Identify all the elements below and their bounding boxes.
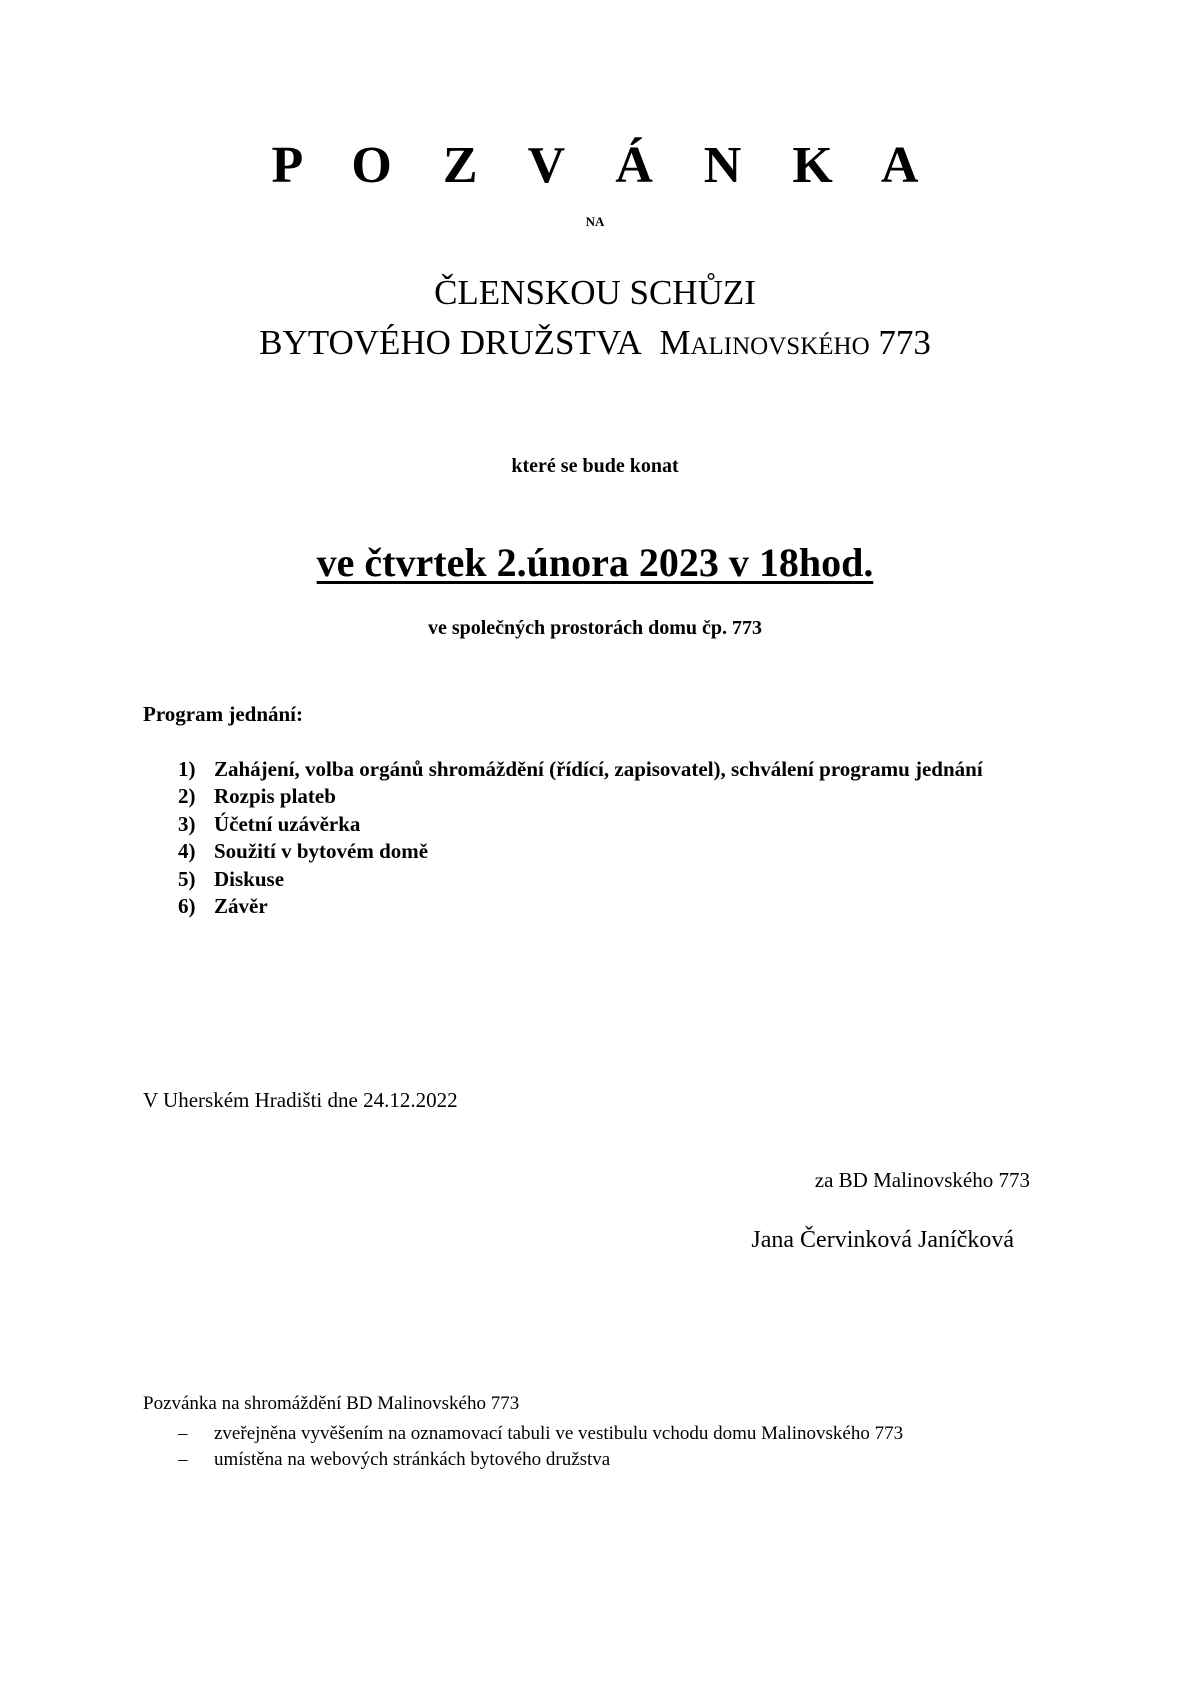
agenda-item-number: 6) — [178, 894, 196, 919]
agenda-item-number: 2) — [178, 784, 196, 809]
agenda-item — [178, 783, 1050, 810]
agenda-item-text: Soužití v bytovém domě — [214, 839, 429, 864]
subtitle-address: Malinovského 773 — [659, 323, 931, 362]
agenda-list — [178, 756, 1050, 920]
publication-note-text: zveřejněna vyvěšením na oznamovací tabuli ve vestibulu vchodu domu Malinovského 773 — [214, 1423, 904, 1444]
publication-note-text: umístěna na webových stránkách bytového družstva — [214, 1449, 611, 1470]
subtitle-line-1: ČLENSKOU SCHŮZI — [434, 273, 756, 312]
agenda-item — [178, 811, 1050, 838]
agenda-item — [178, 838, 1050, 865]
agenda-item — [178, 866, 1050, 893]
publication-note-item — [178, 1421, 903, 1447]
place-and-date: V Uherském Hradišti dne 24.12.2022 — [143, 1088, 458, 1112]
program-heading: Program jednání: — [143, 702, 304, 726]
agenda-item-text: Účetní uzávěrka — [214, 811, 361, 836]
agenda-item-number: 1) — [178, 757, 196, 781]
meeting-place: ve společných prostorách domu čp. 773 — [427, 617, 763, 639]
agenda-item-number: 3) — [178, 811, 196, 836]
signer-name: Jana Červinková Janíčková — [751, 1227, 1014, 1253]
agenda-item — [178, 893, 1050, 920]
title-connector: NA — [585, 214, 605, 229]
publication-note-list — [178, 1421, 903, 1473]
agenda-item-text: Diskuse — [214, 866, 285, 891]
agenda-item-number: 5) — [178, 866, 196, 891]
subtitle-line-2 — [0, 322, 1190, 364]
organization-line: za BD Malinovského 773 — [814, 1168, 1030, 1192]
intro-text: které se bude konat — [511, 455, 679, 477]
dash-bullet: – — [178, 1449, 188, 1470]
agenda-item-text: Rozpis plateb — [214, 784, 336, 809]
agenda-item-text: Závěr — [214, 894, 268, 919]
document-title: P O Z V Á N K A — [271, 137, 938, 194]
publication-note-title: Pozvánka na shromáždění BD Malinovského 773 — [143, 1393, 520, 1414]
dash-bullet: – — [178, 1423, 188, 1444]
meeting-datetime: ve čtvrtek 2.února 2023 v 18hod. — [316, 540, 874, 585]
agenda-item-number: 4) — [178, 839, 196, 864]
publication-note-item — [178, 1447, 903, 1473]
agenda-item-text: Zahájení, volba orgánů shromáždění (řídící, zapisovatel), schválení programu jednání — [214, 757, 983, 781]
subtitle-cooperative: BYTOVÉHO DRUŽSTVA — [259, 323, 642, 362]
agenda-item — [178, 756, 1050, 783]
